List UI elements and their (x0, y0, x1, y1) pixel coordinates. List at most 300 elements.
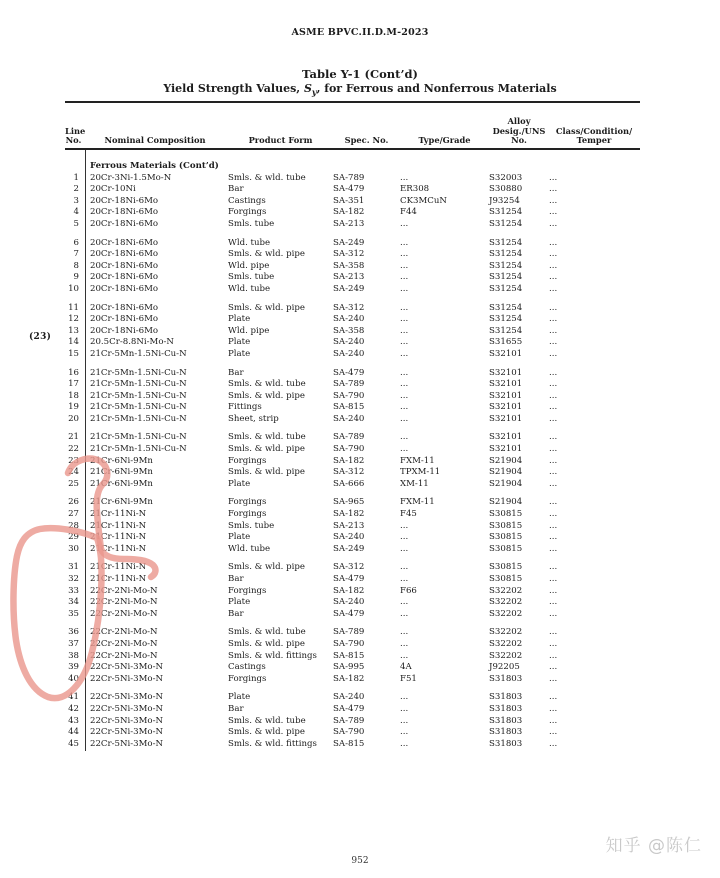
cell-line-no: 17 (68, 379, 79, 390)
cell-product-form: Plate (228, 337, 251, 348)
cell-spec-no: SA-789 (333, 627, 365, 638)
cell-spec-no: SA-790 (333, 638, 365, 649)
cell-uns-no: S32003 (489, 172, 523, 183)
table-row (65, 303, 639, 315)
cell-product-form: Smls. & wld. pipe (228, 467, 305, 478)
cell-class-condition: ... (549, 455, 558, 466)
cell-line-no: 39 (68, 662, 79, 673)
table-row (65, 368, 639, 380)
cell-composition: 21Cr-11Ni-N (90, 562, 147, 573)
cell-class-condition: ... (549, 703, 558, 714)
cell-composition: 21Cr-11Ni-N (90, 532, 147, 543)
cell-class-condition: ... (549, 673, 558, 684)
table-row (65, 497, 639, 509)
sy-symbol: S (303, 82, 312, 95)
cell-uns-no: S31803 (489, 673, 523, 684)
cell-line-no: 29 (68, 532, 79, 543)
cell-spec-no: SA-815 (333, 402, 365, 413)
cell-type-grade: ... (400, 627, 409, 638)
cell-composition: 22Cr-2Ni-Mo-N (90, 608, 158, 619)
cell-uns-no: S31254 (489, 260, 523, 271)
cell-uns-no: S32202 (489, 608, 523, 619)
col-header-line-no: Line No. (65, 125, 86, 146)
cell-type-grade: ... (400, 562, 409, 573)
cell-line-no: 5 (73, 218, 79, 229)
cell-line-no: 15 (68, 348, 79, 359)
cell-composition: 20Cr-18Ni-6Mo (90, 195, 159, 206)
cell-line-no: 28 (68, 520, 79, 531)
cell-spec-no: SA-479 (333, 184, 365, 195)
cell-type-grade: ... (400, 597, 409, 608)
cell-uns-no: S31803 (489, 727, 523, 738)
cell-uns-no: S31254 (489, 218, 523, 229)
cell-type-grade: XM-11 (400, 478, 429, 489)
cell-type-grade: ... (400, 249, 409, 260)
cell-composition: 20Cr-18Ni-6Mo (90, 302, 159, 313)
col-header-alloy-uns: Alloy Desig./UNS No. (492, 116, 546, 146)
cell-composition: 20Cr-18Ni-6Mo (90, 272, 159, 283)
table-row (65, 349, 639, 361)
cell-class-condition: ... (549, 650, 558, 661)
cell-line-no: 27 (68, 509, 79, 520)
cell-composition: 21Cr-5Mn-1.5Ni-Cu-N (90, 379, 187, 390)
cell-type-grade: ... (400, 272, 409, 283)
table-header-row (65, 108, 639, 147)
col-header-type-grade: Type/Grade (418, 135, 471, 146)
table-row (65, 639, 639, 651)
cell-uns-no: S21904 (489, 478, 523, 489)
cell-spec-no: SA-815 (333, 650, 365, 661)
table-row (65, 609, 639, 621)
col-header-class-condition: Class/Condition/ Temper (555, 125, 633, 146)
cell-uns-no: S32101 (489, 402, 523, 413)
cell-composition: 21Cr-11Ni-N (90, 574, 147, 584)
cell-uns-no: S31254 (489, 207, 523, 218)
cell-line-no: 40 (68, 673, 79, 684)
cell-spec-no: SA-790 (333, 390, 365, 401)
cell-class-condition: ... (549, 585, 558, 596)
cell-uns-no: S32101 (489, 432, 523, 443)
table-row (65, 586, 639, 598)
cell-uns-no: S30815 (489, 543, 523, 554)
cell-line-no: 41 (68, 692, 79, 703)
cell-product-form: Smls. & wld. pipe (228, 638, 305, 649)
cell-type-grade: ER308 (400, 184, 430, 195)
cell-product-form: Plate (228, 478, 251, 489)
cell-line-no: 3 (73, 195, 79, 206)
cell-type-grade: ... (400, 302, 409, 313)
cell-line-no: 45 (68, 738, 79, 749)
cell-type-grade: ... (400, 325, 409, 336)
subtitle-prefix: Yield Strength Values, (163, 82, 304, 95)
cell-composition: 20Cr-18Ni-6Mo (90, 325, 159, 336)
cell-line-no: 16 (68, 367, 79, 378)
cell-line-no: 19 (68, 402, 79, 413)
cell-product-form: Plate (228, 692, 251, 703)
cell-product-form: Smls. & wld. tube (228, 172, 306, 183)
cell-line-no: 35 (68, 608, 79, 619)
table-body (65, 161, 639, 750)
watermark: 知乎 @陈仁 (605, 836, 702, 856)
cell-uns-no: S31655 (489, 337, 523, 348)
table-row (65, 414, 639, 426)
cell-line-no: 20 (68, 413, 79, 424)
cell-type-grade: F51 (400, 673, 417, 684)
cell-product-form: Smls. & wld. pipe (228, 249, 305, 260)
cell-spec-no: SA-351 (333, 195, 365, 206)
cell-uns-no: S30815 (489, 562, 523, 573)
cell-type-grade: ... (400, 727, 409, 738)
cell-composition: 20Cr-18Ni-6Mo (90, 218, 159, 229)
cell-uns-no: S31803 (489, 715, 523, 726)
cell-uns-no: S30880 (489, 184, 523, 195)
table-row (65, 196, 639, 208)
cell-type-grade: FXM-11 (400, 455, 435, 466)
cell-type-grade: CK3MCuN (400, 195, 447, 206)
cell-class-condition: ... (549, 218, 558, 229)
cell-uns-no: S21904 (489, 467, 523, 478)
cell-composition: 21Cr-11Ni-N (90, 543, 147, 554)
cell-class-condition: ... (549, 543, 558, 554)
cell-spec-no: SA-790 (333, 727, 365, 738)
table-row (65, 184, 639, 196)
cell-composition: 21Cr-5Mn-1.5Ni-Cu-N (90, 348, 187, 359)
cell-product-form: Smls. & wld. pipe (228, 390, 305, 401)
cell-type-grade: ... (400, 283, 409, 294)
page-number: 952 (351, 856, 369, 866)
cell-uns-no: S32202 (489, 597, 523, 608)
cell-class-condition: ... (549, 272, 558, 283)
cell-uns-no: S32202 (489, 627, 523, 638)
cell-class-condition: ... (549, 608, 558, 619)
cell-type-grade: ... (400, 413, 409, 424)
cell-product-form: Bar (228, 574, 244, 584)
cell-product-form: Plate (228, 314, 251, 325)
col-header-nominal-composition: Nominal Composition (104, 135, 206, 146)
cell-class-condition: ... (549, 562, 558, 573)
cell-line-no: 8 (73, 260, 79, 271)
cell-line-no: 44 (68, 727, 79, 738)
title-rule (65, 101, 640, 103)
cell-composition: 22Cr-5Ni-3Mo-N (90, 738, 164, 749)
cell-class-condition: ... (549, 413, 558, 424)
cell-type-grade: ... (400, 172, 409, 183)
cell-line-no: 37 (68, 638, 79, 649)
cell-class-condition: ... (549, 715, 558, 726)
table-row (65, 326, 639, 338)
cell-class-condition: ... (549, 574, 558, 584)
cell-type-grade: ... (400, 402, 409, 413)
col-header-spec-no: Spec. No. (344, 135, 389, 146)
cell-spec-no: SA-312 (333, 562, 365, 573)
cell-class-condition: ... (549, 627, 558, 638)
cell-composition: 20Cr-18Ni-6Mo (90, 314, 159, 325)
cell-uns-no: S31803 (489, 692, 523, 703)
cell-type-grade: FXM-11 (400, 497, 435, 508)
cell-product-form: Smls. tube (228, 218, 275, 229)
cell-type-grade: ... (400, 703, 409, 714)
cell-line-no: 31 (68, 562, 79, 573)
cell-spec-no: SA-182 (333, 509, 365, 520)
table-row (65, 532, 639, 544)
cell-uns-no: S32101 (489, 390, 523, 401)
cell-uns-no: S21904 (489, 455, 523, 466)
cell-uns-no: J92205 (489, 662, 520, 673)
cell-type-grade: ... (400, 379, 409, 390)
cell-composition: 21Cr-5Mn-1.5Ni-Cu-N (90, 413, 187, 424)
cell-uns-no: S30815 (489, 509, 523, 520)
cell-type-grade: ... (400, 348, 409, 359)
cell-type-grade: ... (400, 237, 409, 248)
cell-type-grade: ... (400, 608, 409, 619)
table-row (65, 574, 639, 586)
cell-spec-no: SA-965 (333, 497, 365, 508)
cell-product-form: Forgings (228, 509, 267, 520)
cell-product-form: Smls. & wld. tube (228, 379, 306, 390)
cell-uns-no: J93254 (489, 195, 520, 206)
cell-composition: 21Cr-5Mn-1.5Ni-Cu-N (90, 367, 187, 378)
table-row (65, 739, 639, 751)
cell-spec-no: SA-240 (333, 314, 365, 325)
cell-class-condition: ... (549, 692, 558, 703)
cell-line-no: 42 (68, 703, 79, 714)
cell-spec-no: SA-249 (333, 283, 365, 294)
table-row (65, 627, 639, 639)
cell-type-grade: F66 (400, 585, 417, 596)
cell-class-condition: ... (549, 738, 558, 749)
cell-product-form: Smls. & wld. pipe (228, 562, 305, 573)
cell-product-form: Plate (228, 348, 251, 359)
cell-line-no: 30 (68, 543, 79, 554)
cell-spec-no: SA-240 (333, 597, 365, 608)
cell-class-condition: ... (549, 337, 558, 348)
cell-composition: 21Cr-6Ni-9Mn (90, 455, 153, 466)
cell-line-no: 2 (73, 184, 79, 195)
cell-product-form: Smls. & wld. fittings (228, 738, 317, 749)
cell-composition: 22Cr-2Ni-Mo-N (90, 585, 158, 596)
cell-spec-no: SA-479 (333, 608, 365, 619)
cell-class-condition: ... (549, 172, 558, 183)
cell-class-condition: ... (549, 367, 558, 378)
cell-spec-no: SA-789 (333, 379, 365, 390)
cell-line-no: 10 (68, 283, 79, 294)
cell-composition: 22Cr-5Ni-3Mo-N (90, 692, 164, 703)
table-row (65, 544, 639, 556)
cell-spec-no: SA-312 (333, 302, 365, 313)
cell-spec-no: SA-358 (333, 325, 365, 336)
table-row (65, 284, 639, 296)
table-row (65, 173, 639, 185)
cell-product-form: Smls. & wld. tube (228, 627, 306, 638)
table-row (65, 249, 639, 261)
cell-type-grade: ... (400, 574, 409, 584)
cell-type-grade: ... (400, 532, 409, 543)
cell-product-form: Smls. & wld. tube (228, 432, 306, 443)
cell-spec-no: SA-240 (333, 337, 365, 348)
cell-composition: 22Cr-2Ni-Mo-N (90, 650, 158, 661)
cell-spec-no: SA-789 (333, 432, 365, 443)
cell-spec-no: SA-213 (333, 520, 365, 531)
cell-uns-no: S32101 (489, 413, 523, 424)
cell-type-grade: ... (400, 638, 409, 649)
cell-uns-no: S31254 (489, 272, 523, 283)
cell-composition: 22Cr-5Ni-3Mo-N (90, 703, 164, 714)
cell-type-grade: ... (400, 390, 409, 401)
cell-uns-no: S32101 (489, 367, 523, 378)
cell-product-form: Forgings (228, 585, 267, 596)
cell-composition: 22Cr-5Ni-3Mo-N (90, 715, 164, 726)
table-row (65, 674, 639, 686)
cell-line-no: 7 (73, 249, 79, 260)
table-row (65, 562, 639, 574)
table-row (65, 704, 639, 716)
cell-uns-no: S32202 (489, 585, 523, 596)
subtitle-suffix: , for Ferrous and Nonferrous Materials (316, 82, 557, 95)
cell-uns-no: S31254 (489, 283, 523, 294)
cell-uns-no: S31254 (489, 325, 523, 336)
cell-composition: 22Cr-5Ni-3Mo-N (90, 673, 164, 684)
cell-composition: 21Cr-6Ni-9Mn (90, 478, 153, 489)
cell-class-condition: ... (549, 727, 558, 738)
cell-product-form: Smls. & wld. fittings (228, 650, 317, 661)
cell-composition: 20Cr-18Ni-6Mo (90, 207, 159, 218)
table-row (65, 467, 639, 479)
cell-uns-no: S32101 (489, 348, 523, 359)
table-title: Table Y-1 (Cont’d) (302, 67, 418, 81)
cell-product-form: Wld. tube (228, 237, 271, 248)
cell-spec-no: SA-240 (333, 692, 365, 703)
table-row (65, 716, 639, 728)
table-row (65, 379, 639, 391)
cell-spec-no: SA-213 (333, 272, 365, 283)
cell-class-condition: ... (549, 302, 558, 313)
cell-type-grade: ... (400, 650, 409, 661)
cell-type-grade: ... (400, 314, 409, 325)
cell-composition: 20.5Cr-8.8Ni-Mo-N (90, 337, 174, 348)
table-row (65, 402, 639, 414)
cell-class-condition: ... (549, 402, 558, 413)
cell-type-grade: ... (400, 738, 409, 749)
cell-line-no: 24 (68, 467, 79, 478)
cell-product-form: Smls. & wld. tube (228, 715, 306, 726)
cell-line-no: 43 (68, 715, 79, 726)
cell-composition: 22Cr-2Ni-Mo-N (90, 638, 158, 649)
cell-uns-no: S30815 (489, 520, 523, 531)
cell-composition: 20Cr-18Ni-6Mo (90, 260, 159, 271)
cell-class-condition: ... (549, 432, 558, 443)
cell-type-grade: ... (400, 218, 409, 229)
col-header-product-form: Product Form (248, 135, 313, 146)
cell-composition: 21Cr-6Ni-9Mn (90, 467, 153, 478)
cell-spec-no: SA-790 (333, 444, 365, 455)
cell-type-grade: ... (400, 543, 409, 554)
cell-composition: 21Cr-5Mn-1.5Ni-Cu-N (90, 444, 187, 455)
table-row (65, 314, 639, 326)
cell-composition: 21Cr-11Ni-N (90, 520, 147, 531)
cell-uns-no: S31803 (489, 738, 523, 749)
cell-product-form: Smls. & wld. pipe (228, 444, 305, 455)
cell-line-no: 18 (68, 390, 79, 401)
cell-spec-no: SA-815 (333, 738, 365, 749)
cell-type-grade: ... (400, 715, 409, 726)
cell-product-form: Fittings (228, 402, 262, 413)
cell-spec-no: SA-240 (333, 348, 365, 359)
sy-subscript: y (311, 87, 317, 98)
cell-class-condition: ... (549, 467, 558, 478)
cell-product-form: Plate (228, 597, 251, 608)
cell-uns-no: S32101 (489, 379, 523, 390)
cell-composition: 20Cr-3Ni-1.5Mo-N (90, 172, 172, 183)
cell-type-grade: ... (400, 432, 409, 443)
table-row (65, 207, 639, 219)
cell-spec-no: SA-182 (333, 585, 365, 596)
table-row (65, 509, 639, 521)
cell-uns-no: S30815 (489, 574, 523, 584)
table-row (65, 219, 639, 231)
cell-type-grade: ... (400, 337, 409, 348)
cell-line-no: 11 (68, 302, 79, 313)
cell-composition: 20Cr-10Ni (90, 184, 136, 195)
cell-class-condition: ... (549, 520, 558, 531)
table-row (65, 521, 639, 533)
cell-class-condition: ... (549, 497, 558, 508)
cell-line-no: 26 (68, 497, 79, 508)
cell-line-no: 22 (68, 444, 79, 455)
cell-class-condition: ... (549, 379, 558, 390)
cell-product-form: Sheet, strip (228, 413, 279, 424)
table-row (65, 727, 639, 739)
cell-spec-no: SA-789 (333, 172, 365, 183)
cell-class-condition: ... (549, 207, 558, 218)
table-row (65, 456, 639, 468)
cell-line-no: 32 (68, 574, 79, 584)
document-header: ASME BPVC.II.D.M-2023 (291, 27, 429, 38)
cell-composition: 22Cr-2Ni-Mo-N (90, 597, 158, 608)
cell-line-no: 25 (68, 478, 79, 489)
cell-uns-no: S31803 (489, 703, 523, 714)
cell-class-condition: ... (549, 532, 558, 543)
table-row (65, 432, 639, 444)
cell-line-no: 13 (68, 325, 79, 336)
cell-line-no: 14 (68, 337, 79, 348)
cell-spec-no: SA-479 (333, 574, 365, 584)
cell-product-form: Smls. & wld. pipe (228, 302, 305, 313)
cell-product-form: Forgings (228, 455, 267, 466)
cell-spec-no: SA-789 (333, 715, 365, 726)
cell-type-grade: ... (400, 444, 409, 455)
cell-class-condition: ... (549, 662, 558, 673)
table-row (65, 337, 639, 349)
cell-spec-no: SA-358 (333, 260, 365, 271)
cell-uns-no: S21904 (489, 497, 523, 508)
cell-product-form: Forgings (228, 207, 267, 218)
cell-class-condition: ... (549, 478, 558, 489)
cell-class-condition: ... (549, 184, 558, 195)
cell-class-condition: ... (549, 237, 558, 248)
table-row (65, 238, 639, 250)
cell-line-no: 23 (68, 455, 79, 466)
table-row (65, 391, 639, 403)
cell-composition: 20Cr-18Ni-6Mo (90, 283, 159, 294)
cell-uns-no: S30815 (489, 532, 523, 543)
cell-spec-no: SA-479 (333, 367, 365, 378)
cell-class-condition: ... (549, 249, 558, 260)
cell-class-condition: ... (549, 444, 558, 455)
cell-type-grade: ... (400, 692, 409, 703)
cell-type-grade: ... (400, 260, 409, 271)
table-row (65, 662, 639, 674)
table-row (65, 479, 639, 491)
